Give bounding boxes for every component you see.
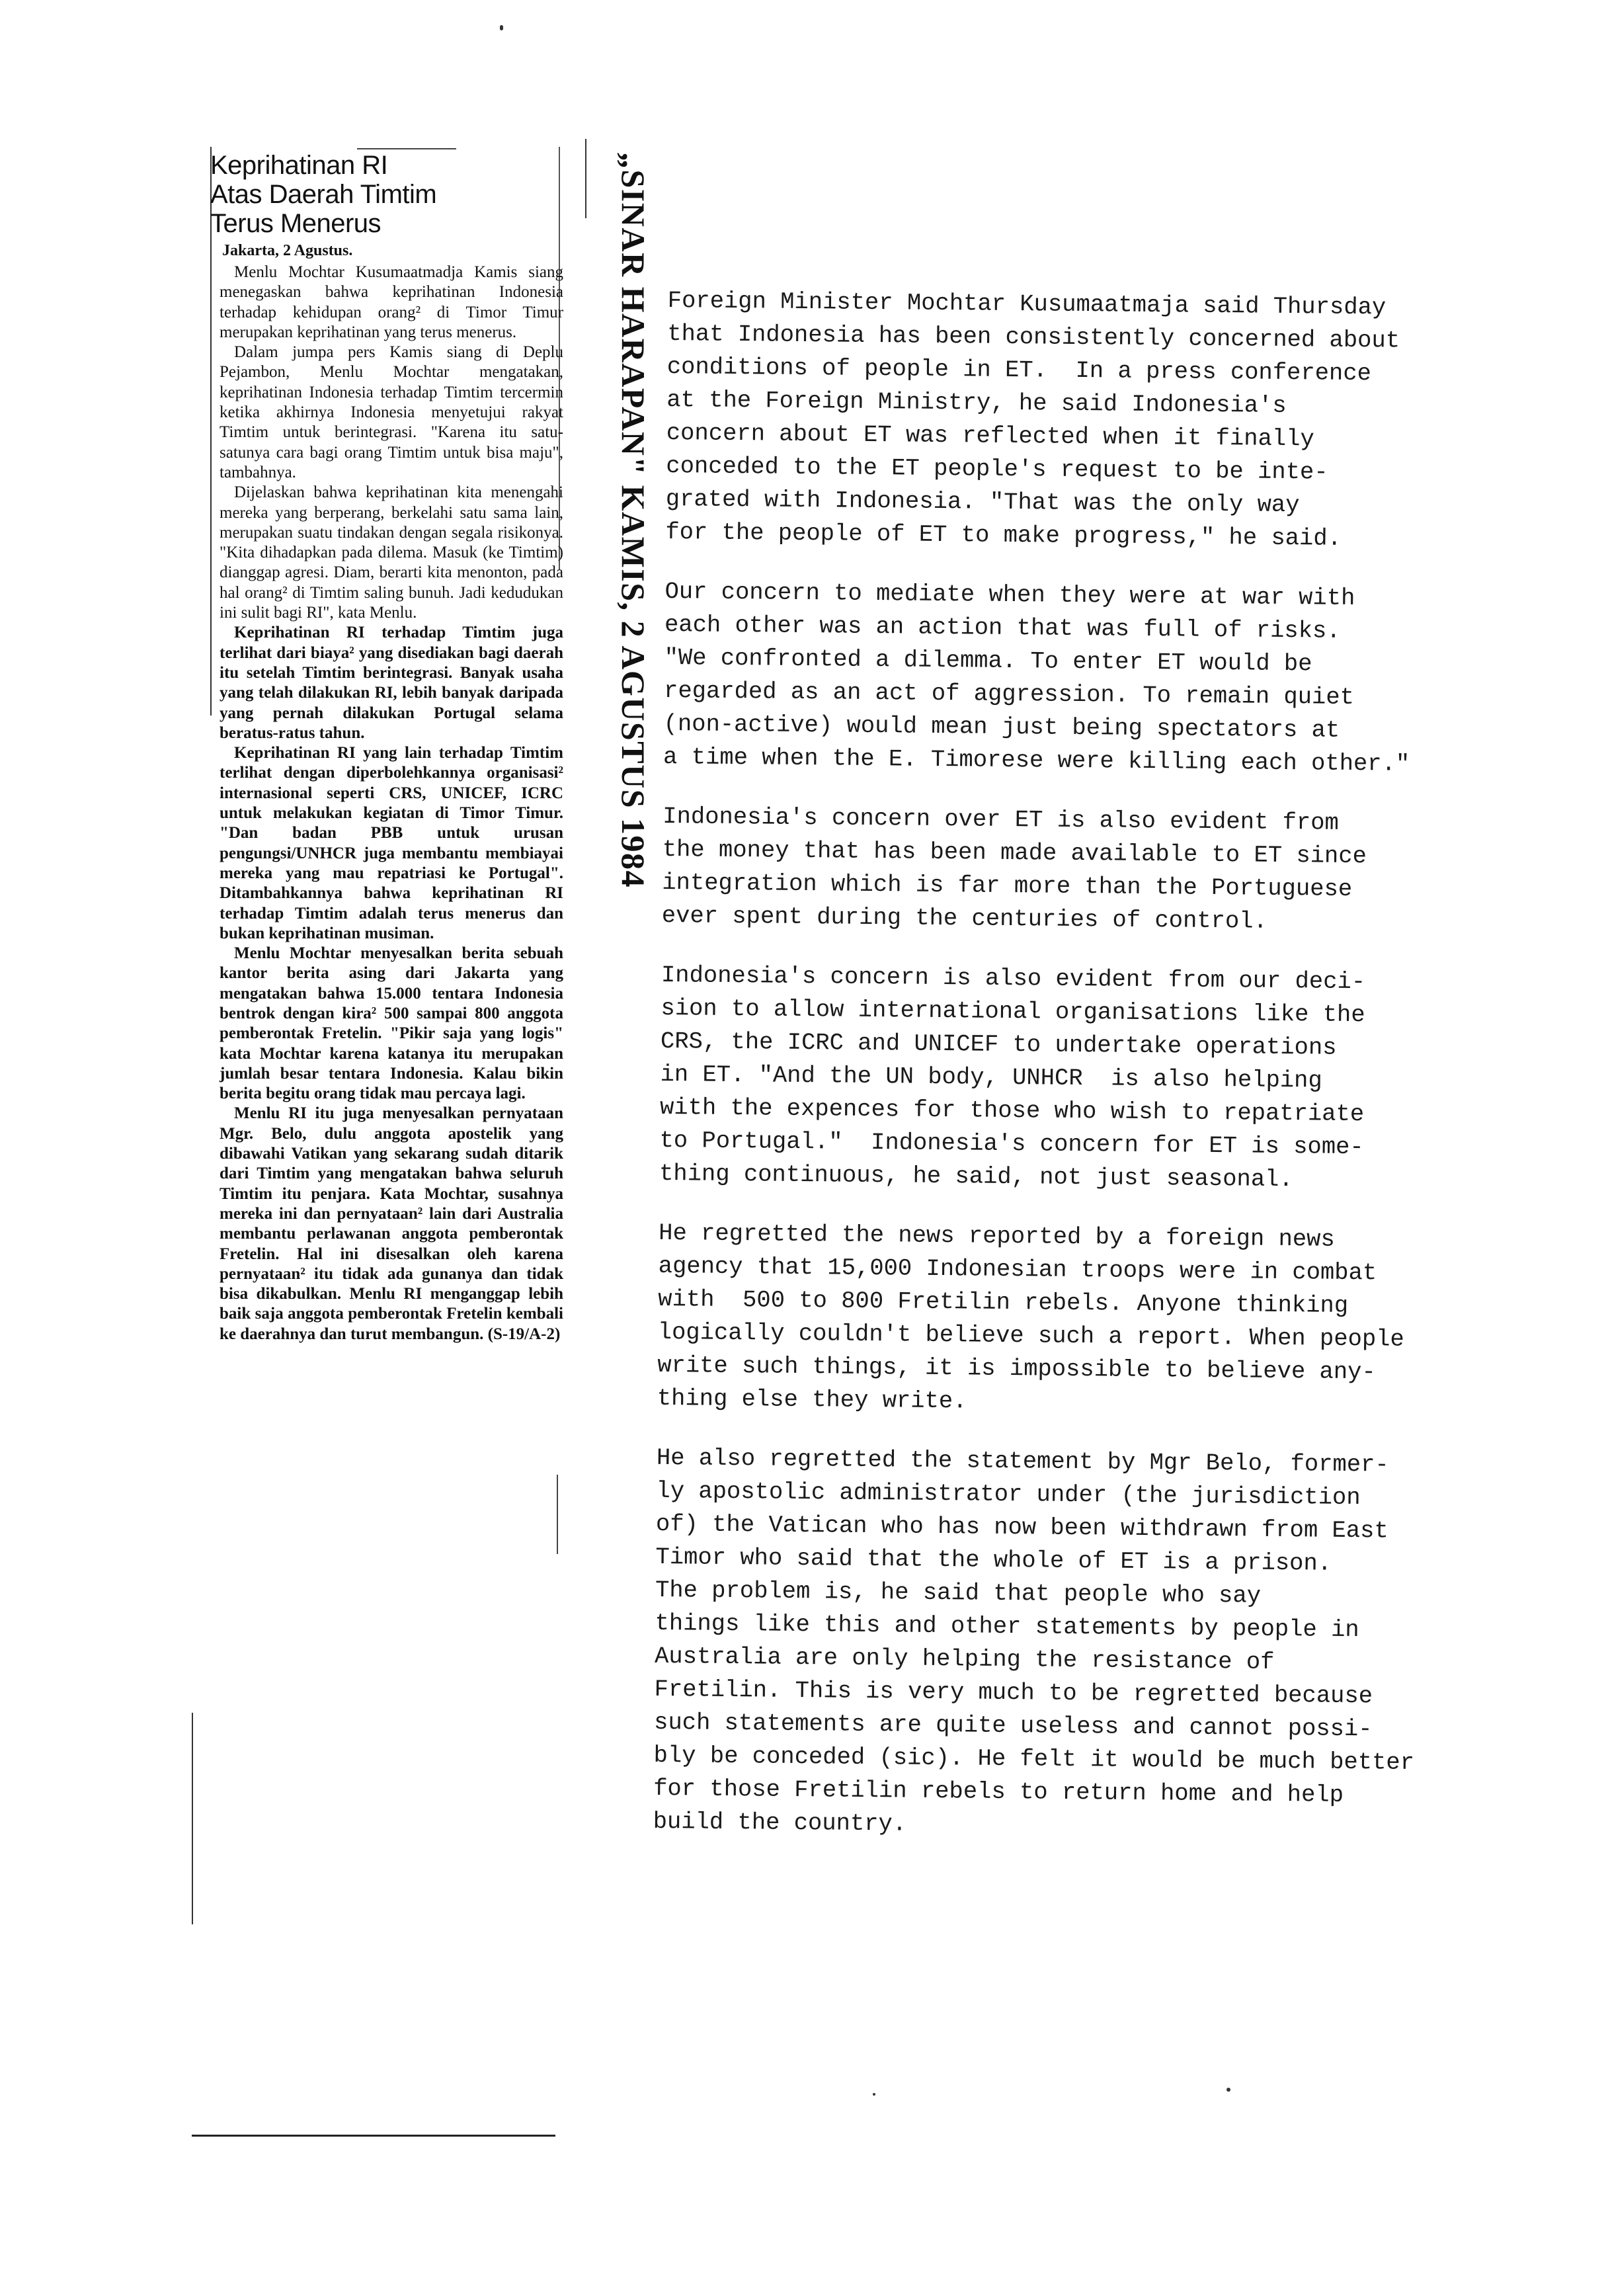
typed-translation bbox=[653, 284, 1554, 1873]
clipping-headline bbox=[210, 151, 569, 238]
speck bbox=[500, 25, 503, 30]
headline-line: Keprihatinan RI bbox=[210, 151, 388, 180]
speck bbox=[1226, 2088, 1230, 2092]
translation-paragraph: Foreign Minister Mochtar Kusumaatmaja said Thursday that Indonesia has been consistently concerned about conditions of people in ET. In a press conference at the Foreign Ministry, he said Indonesia's concern about ET was reflected when it finally conceded to the ET people's request to be inte- grated with Indonesia. "That was the only way for the people of ET to make progress," he said. bbox=[665, 286, 1400, 552]
headline-line: Terus Menerus bbox=[210, 209, 382, 238]
speck bbox=[873, 2093, 875, 2096]
headline-line: Atas Daerah Timtim bbox=[210, 180, 437, 209]
clipping-left-rule-lower bbox=[192, 1713, 193, 1924]
clipping-paragraph: Dalam jumpa pers Kamis siang di Deplu Pejambon, Menlu Mochtar mengatakan, keprihatinan Indonesia terhadap Timtim tercermin ketika akhirnya Indonesia menyetujui rakyat Timtim untuk berintegrasi. "Karena itu satu-satunya cara bagi orang Timtim untuk bisa maju", tambahnya. bbox=[220, 343, 563, 481]
clipping-top-rule bbox=[357, 148, 456, 149]
newspaper-clipping bbox=[198, 151, 569, 1344]
clipping-paragraph: Keprihatinan RI yang lain terhadap Timtim terlihat dengan diperbolehkannya organisasi² internasional seperti CRS, UNICEF, ICRC untuk melakukan kegiatan di Timor Timur. "Dan badan PBB untuk urusan pengungsi/UNHCR juga membantu membiayai mereka yang mau repatriasi ke Portugal". Ditambahkannya bahwa keprihatinan RI terhadap Timtim adalah terus menerus dan bukan keprihatinan musiman. bbox=[220, 744, 563, 942]
translation-paragraph: He also regretted the statement by Mgr Belo, former- ly apostolic administrator under (the jurisdiction of) the Vatican who has now been withdrawn from East Timor who said that the whole of ET is a prison. The problem is, he said that people who say things like this and other statements by people in Australia are only helping the resistance of Fretilin. This is very much to be regretted because such statements are quite useless and cannot possi- bly be conceded (sic). He felt it would be much better for those Fretilin rebels to return home and help build the country. bbox=[653, 1444, 1415, 1838]
clipping-paragraph: Menlu RI itu juga menyesalkan pernyataan Mgr. Belo, dulu anggota apostelik yang dibawahi Vatikan yang sekarang sudah ditarik dari Timtim yang mengatakan bahwa seluruh Timtim itu penjara. Kata Mochtar, susahnya mereka ini dan pernyataan² lain dari Australia membantu perlawanan anggota pemberontak Fretelin. Hal ini disesalkan oleh karena pernyataan² itu tidak ada gunanya dan tidak bisa dikabulkan. Menlu RI menganggap lebih baik saja anggota pemberontak Fretelin kembali ke daerahnya dan turut membangun. (S-19/A-2) bbox=[220, 1104, 563, 1343]
translation-paragraph: He regretted the news reported by a foreign news agency that 15,000 Indonesian troops were in combat with 500 to 800 Fretilin rebels. Anyone thinking logically couldn't believe such a report. When people write such things, it is impossible to believe any- thing else they write. bbox=[657, 1219, 1405, 1415]
masthead-text: „SINAR HARAPAN" KAMIS, 2 AGUSTUS 1984 bbox=[615, 152, 652, 888]
masthead-bar bbox=[585, 139, 586, 218]
clipping-body bbox=[220, 263, 563, 1344]
translation-paragraph: Indonesia's concern over ET is also evident from the money that has been made available to ET since integration which is far more than the Portuguese ever spent during the centuries of control. bbox=[661, 802, 1367, 935]
clipping-paragraph: Keprihatinan RI terhadap Timtim juga terlihat dari biaya² yang disediakan bagi daerah itu setelah Timtim berintegrasi. Banyak usaha yang telah dilakukan RI, lebih banyak daripada yang pernah dilakukan Portugal selama beratus-ratus tahun. bbox=[220, 624, 563, 742]
masthead-vertical bbox=[615, 152, 655, 1012]
clipping-paragraph: Menlu Mochtar Kusumaatmadja Kamis siang menegaskan bahwa keprihatinan Indonesia terhadap kehidupan orang² di Timor Timur merupakan keprihatinan yang terus menerus. bbox=[220, 263, 563, 341]
clipping-bottom-rule bbox=[192, 2135, 555, 2137]
translation-paragraph: Indonesia's concern is also evident from our deci- sion to allow international organisations like the CRS, the ICRC and UNICEF to undertake operations in ET. "And the UN body, UNHCR is also helping with the expences for those who wish to repatriate to Portugal." Indonesia's concern for ET is some- thing continuous, he said, not just seasonal. bbox=[659, 961, 1366, 1194]
clipping-paragraph: Dijelaskan bahwa keprihatinan kita menengahi mereka yang berperang, berkelahi satu sama lain, merupakan suatu tindakan dengan segala risikonya. "Kita dihadapkan pada dilema. Masuk (ke Timtim) dianggap agresi. Diam, berarti kita menonton, pada hal orang² di Timtim saling bunuh. Jadi kedudukan ini sulit bagi RI", kata Menlu. bbox=[220, 483, 563, 622]
clipping-paragraph: Menlu Mochtar menyesalkan berita sebuah kantor berita asing dari Jakarta yang mengatakan bahwa 15.000 tentara Indonesia bentrok dengan kira² 500 sampai 800 anggota pemberontak Fretelin. "Pikir saja yang logis" kata Mochtar karena katanya itu merupakan jumlah besar tentara Indonesia. Kalau bikin berita begitu orang tidak mau percaya lagi. bbox=[220, 944, 563, 1103]
clipping-right-rule-lower bbox=[557, 1475, 558, 1554]
translation-paragraph: Our concern to mediate when they were at war with each other was an action that was full of risks. "We confronted a dilemma. To enter ET would be regarded as an act of aggression. To remain quiet (non-active) would mean just being spectators at a time when the E. Timorese were killing each other." bbox=[663, 577, 1410, 778]
clipping-dateline: Jakarta, 2 Agustus. bbox=[222, 242, 353, 259]
